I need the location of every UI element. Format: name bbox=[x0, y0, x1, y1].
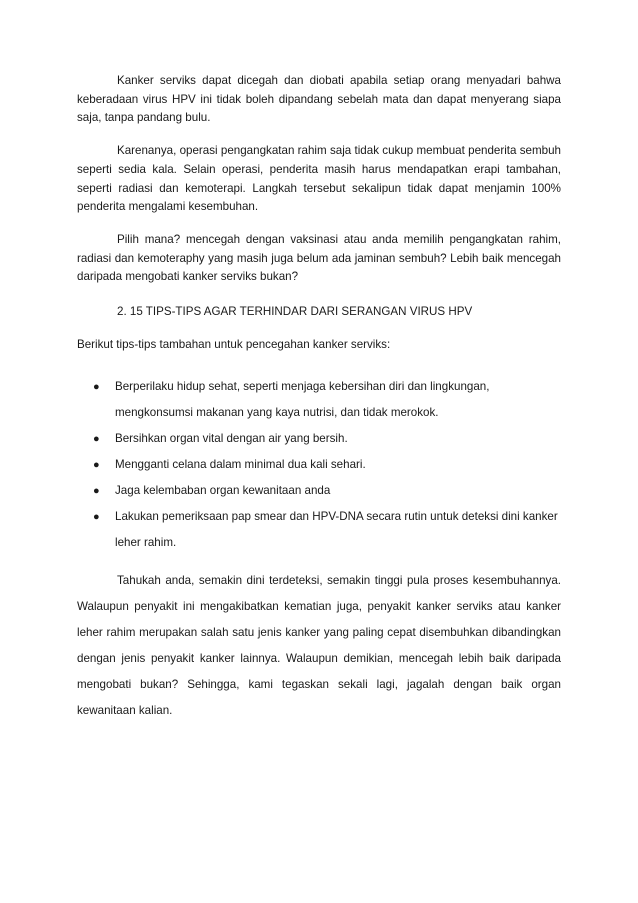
bullet-icon: ● bbox=[93, 433, 100, 446]
list-item bbox=[77, 452, 561, 478]
paragraph-choice: Pilih mana? mencegah dengan vaksinasi atau anda memilih pengangkatan rahim, radiasi dan kemoteraphy yang masih juga belum ada jaminan sembuh? Lebih baik mencegah daripada mengobati kanker serviks bukan? bbox=[77, 232, 561, 284]
tip-text: Jaga kelembaban organ kewanitaan anda bbox=[115, 484, 331, 498]
bullet-icon: ● bbox=[93, 511, 100, 524]
tips-intro: Berikut tips-tips tambahan untuk pencegahan kanker serviks: bbox=[77, 337, 391, 351]
tip-text: Mengganti celana dalam minimal dua kali sehari. bbox=[115, 458, 366, 472]
paragraph-prevention: Kanker serviks dapat dicegah dan diobati apabila setiap orang menyadari bahwa keberadaan virus HPV ini tidak boleh dipandang sebelah mata dan dapat menyerang siapa saja, tanpa pandang bulu. bbox=[77, 74, 561, 125]
list-item bbox=[77, 374, 561, 426]
tip-text: Bersihkan organ vital dengan air yang bersih. bbox=[115, 432, 348, 446]
list-item bbox=[77, 504, 561, 556]
closing-paragraph: Tahukah anda, semakin dini terdeteksi, semakin tinggi pula proses kesembuhannya. Walaupun penyakit ini mengakibatkan kematian juga, penyakit kanker serviks atau kanker leher rahim merupakan salah satu jenis kanker yang paling cepat disembuhkan dibandingkan dengan jenis penyakit kanker lainnya. Walaupun demikian, mencegah lebih baik daripada mengobati bukan? Sehingga, kami tegaskan sekali lagi, jagalah dengan baik organ kewanitaan kalian. bbox=[77, 574, 561, 718]
list-item bbox=[77, 426, 561, 452]
tip-text: Lakukan pemeriksaan pap smear dan HPV-DNA secara rutin untuk deteksi dini kanker leher rahim. bbox=[115, 510, 558, 550]
bullet-icon: ● bbox=[93, 485, 100, 498]
document-body bbox=[77, 72, 561, 724]
section-heading: 2. 15 TIPS-TIPS AGAR TERHINDAR DARI SERANGAN VIRUS HPV bbox=[117, 305, 473, 319]
tips-list bbox=[77, 374, 561, 556]
bullet-icon: ● bbox=[93, 459, 100, 472]
list-item bbox=[77, 478, 561, 504]
tip-text: Berperilaku hidup sehat, seperti menjaga kebersihan diri dan lingkungan, mengkonsumsi makanan yang kaya nutrisi, dan tidak merokok. bbox=[115, 380, 490, 420]
bullet-icon: ● bbox=[93, 381, 100, 394]
paragraph-surgery: Karenanya, operasi pengangkatan rahim saja tidak cukup membuat penderita sembuh seperti sedia kala. Selain operasi, penderita masih harus mendapatkan erapi tambahan, seperti radiasi dan kemoterapi. Langkah tersebut sekalipun tidak dapat menjamin 100% penderita mengalami kesembuhan. bbox=[77, 144, 561, 214]
